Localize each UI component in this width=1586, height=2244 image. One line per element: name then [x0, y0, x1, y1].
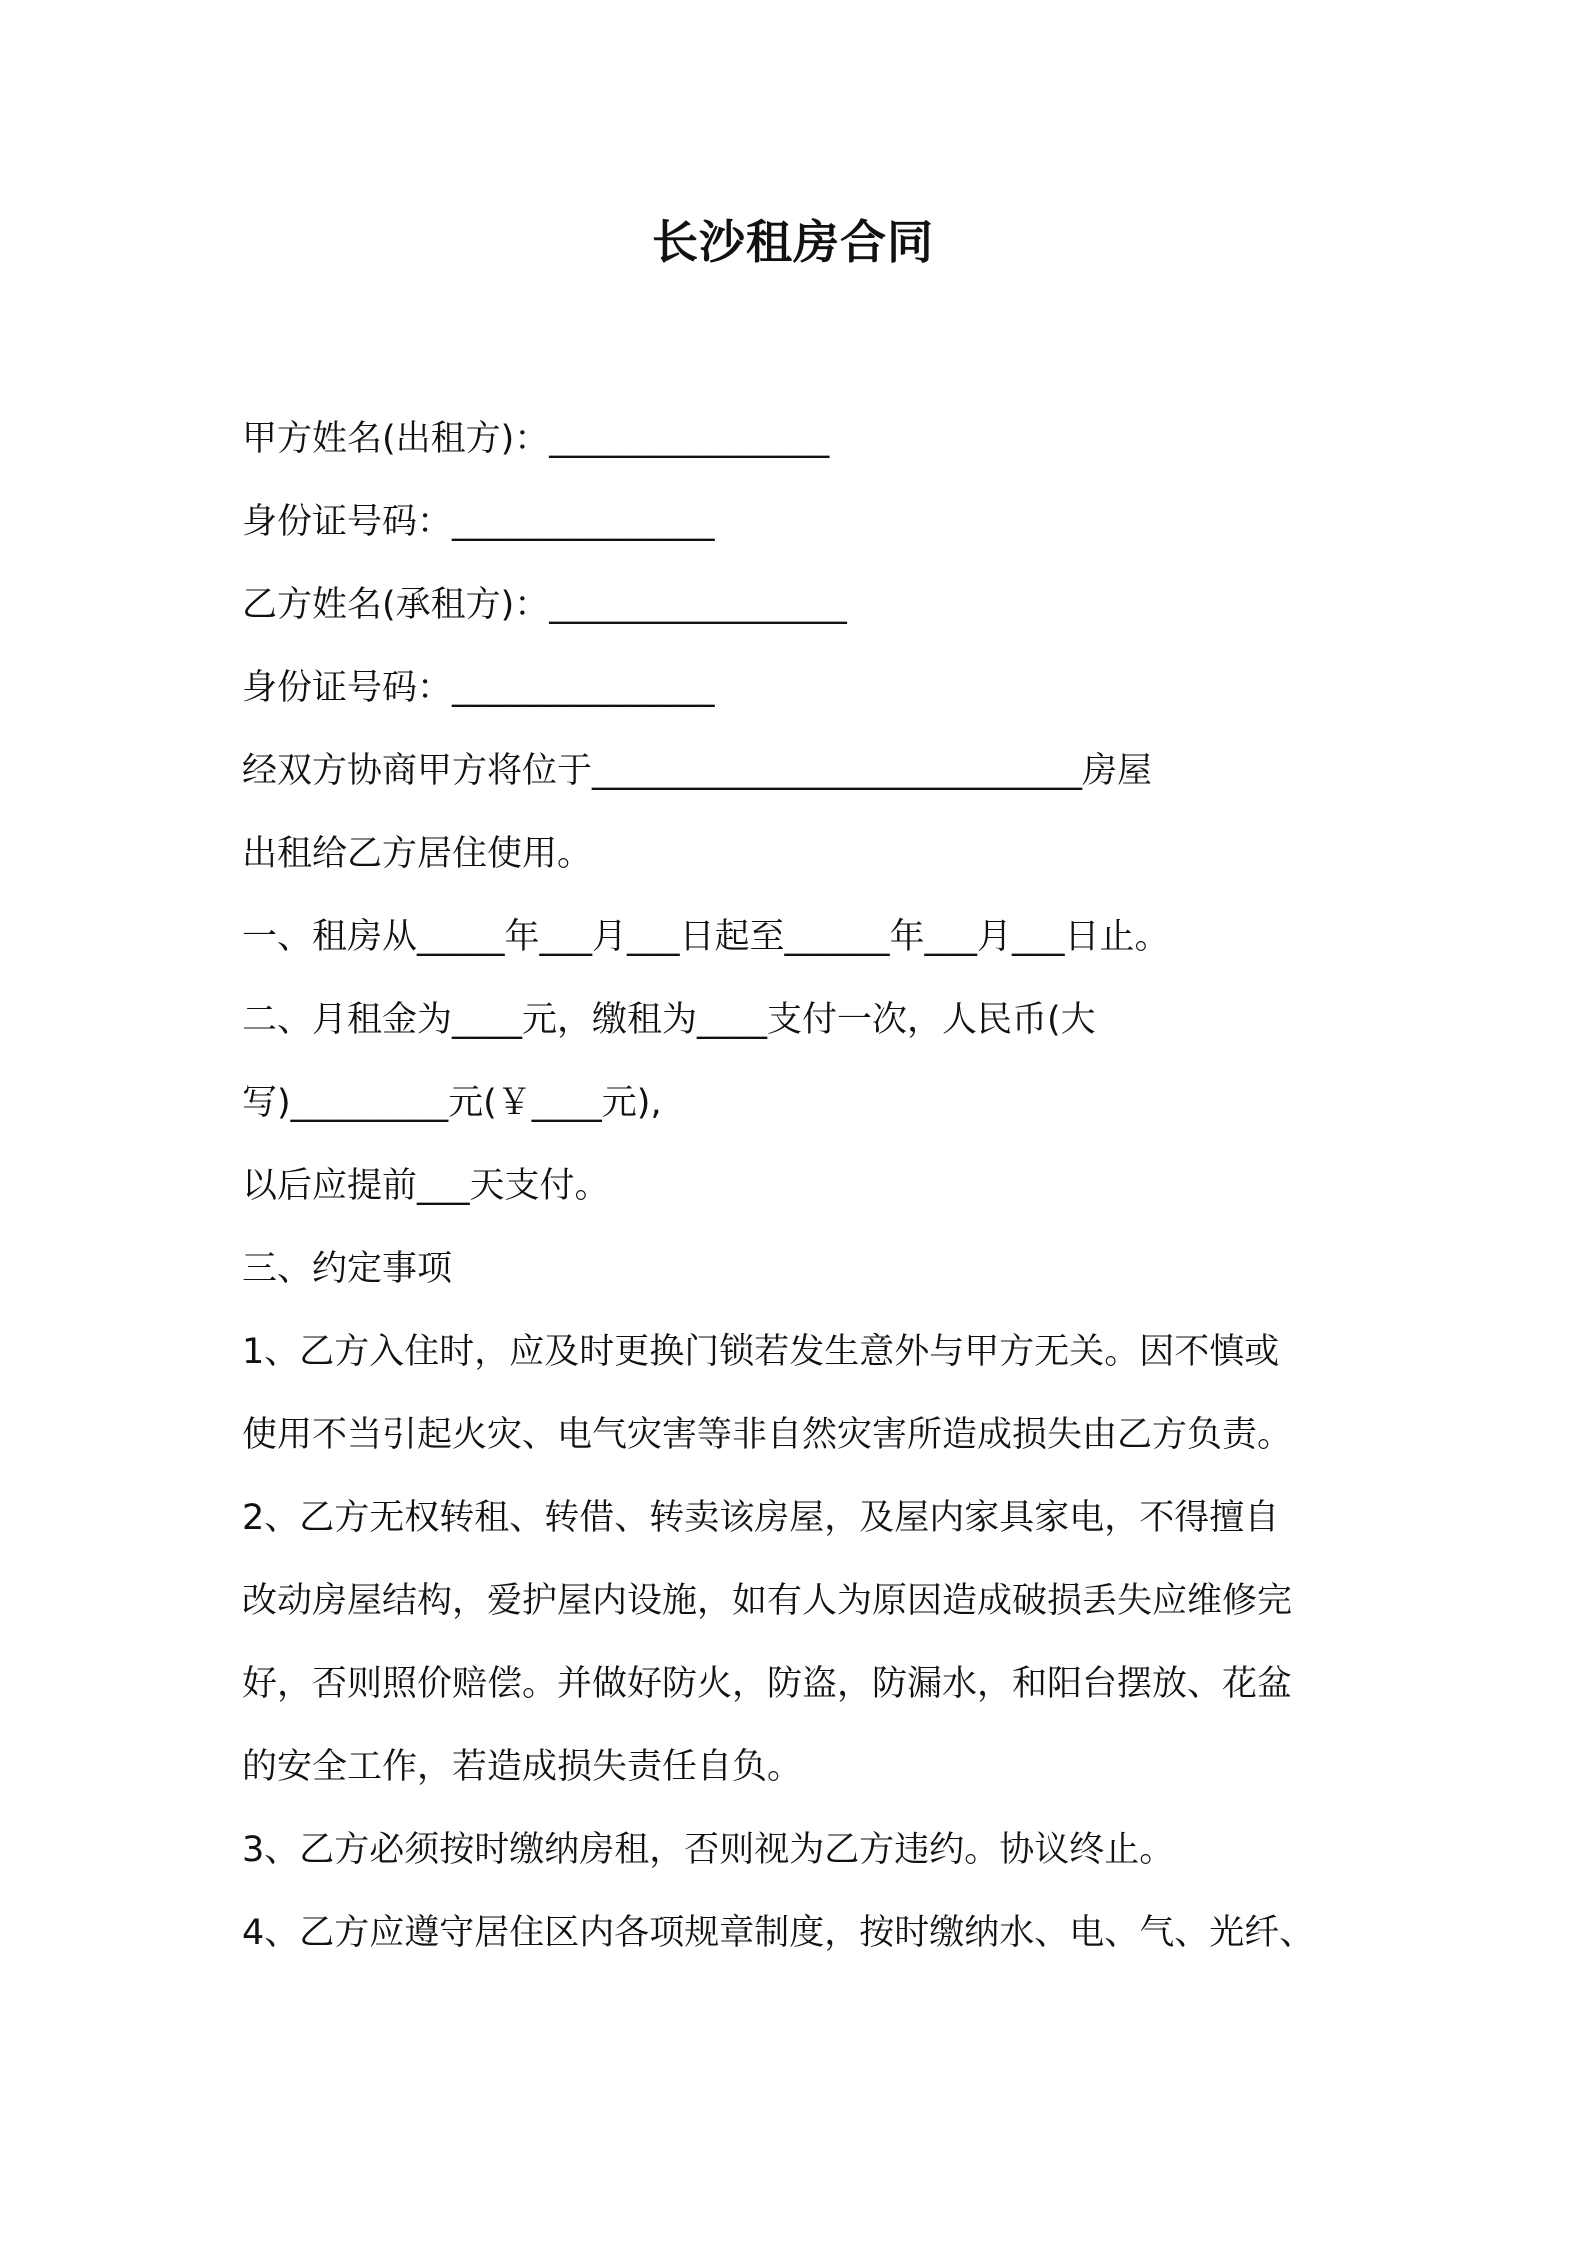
- tenant-id-line: 身份证号码：_______________: [242, 668, 715, 708]
- landlord-id-line: 身份证号码：_______________: [242, 502, 715, 542]
- section-agreed-terms-heading: 三、约定事项: [242, 1249, 453, 1289]
- term-1-line-2: 使用不当引起火灾、电气灾害等非自然灾害所造成损失由乙方负责。: [242, 1415, 1293, 1455]
- tenant-name-line: 乙方姓名(承租方)：_________________: [242, 585, 847, 625]
- rent-amount-continued-line: 写)_________元(￥____元),: [242, 1083, 662, 1123]
- document-title: 长沙租房合同: [652, 215, 934, 269]
- property-use-line: 出租给乙方居住使用。: [242, 834, 593, 874]
- landlord-name-line: 甲方姓名(出租方)：________________: [242, 419, 830, 459]
- lease-term-line: 一、租房从_____年___月___日起至______年___月___日止。: [242, 917, 1170, 957]
- term-3-line: 3、乙方必须按时缴纳房租，否则视为乙方违约。协议终止。: [242, 1830, 1175, 1870]
- term-1-line-1: 1、乙方入住时，应及时更换门锁若发生意外与甲方无关。因不慎或: [242, 1332, 1280, 1372]
- term-2-line-1: 2、乙方无权转租、转借、转卖该房屋，及屋内家具家电，不得擅自: [242, 1498, 1280, 1538]
- term-2-line-4: 的安全工作，若造成损失责任自负。: [242, 1747, 803, 1787]
- property-location-line: 经双方协商甲方将位于____________________________房屋: [242, 751, 1153, 791]
- payment-advance-line: 以后应提前___天支付。: [242, 1166, 610, 1206]
- rent-amount-line: 二、月租金为____元，缴租为____支付一次，人民币(大: [242, 1000, 1096, 1040]
- term-2-line-3: 好，否则照价赔偿。并做好防火，防盗，防漏水，和阳台摆放、花盆: [242, 1664, 1293, 1704]
- term-2-line-2: 改动房屋结构，爱护屋内设施，如有人为原因造成破损丢失应维修完: [242, 1581, 1293, 1621]
- term-4-line-1: 4、乙方应遵守居住区内各项规章制度，按时缴纳水、电、气、光纤、: [242, 1913, 1315, 1953]
